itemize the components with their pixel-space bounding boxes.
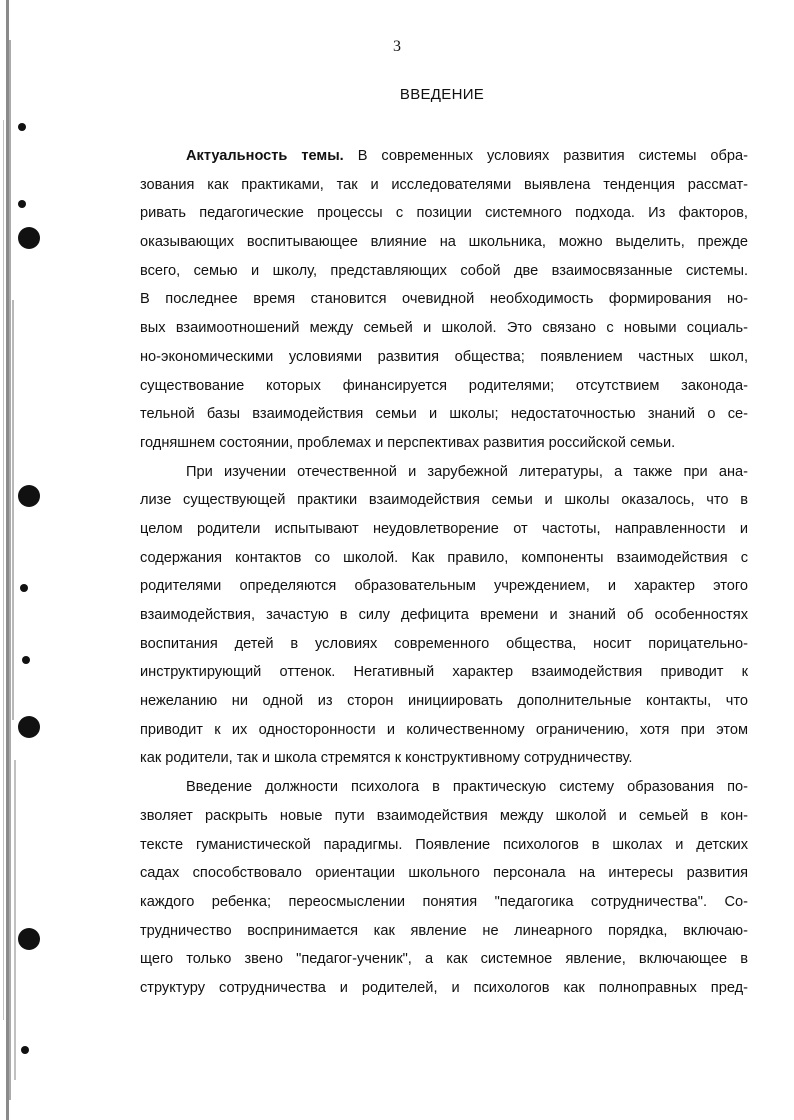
paragraph-1-line: существование которых финансируется родителями; отсутствием законода- xyxy=(140,377,748,394)
paragraph-1-line: но-экономическими условиями развития общества; появлением частных школ, xyxy=(140,348,748,365)
paragraph-3-line: садах способствовало ориентации школьного персонала на интересы развития xyxy=(140,865,748,882)
paragraph-2-line: целом родители испытывают неудовлетворение от частоты, направленности и xyxy=(140,520,748,537)
paragraph-3-line: тексте гуманистической парадигмы. Появление психологов в школах и детских xyxy=(140,836,748,853)
paragraph-2-line: воспитания детей в условиях современного общества, носит порицательно- xyxy=(140,635,748,652)
binding-hole-7 xyxy=(18,716,40,738)
paragraph-1-line: В последнее время становится очевидной необходимость формирования но- xyxy=(140,291,748,308)
binding-hole-1 xyxy=(18,123,26,131)
paragraph-1-line: годняшнем состоянии, проблемах и перспективах развития российской семьи. xyxy=(140,434,676,451)
paragraph-3-line: зволяет раскрыть новые пути взаимодействия между школой и семьей в кон- xyxy=(140,807,748,824)
page-number: 3 xyxy=(393,38,401,55)
paragraph-3-line: каждого ребенка; переосмыслении понятия "педагогика сотрудничества". Со- xyxy=(140,893,748,910)
binding-hole-3 xyxy=(18,227,40,249)
paragraph-2-line: взаимодействия, зачастую в силу дефицита времени и знаний об особенностях xyxy=(140,607,748,623)
paragraph-2-line: приводит к их односторонности и количественному ограничению, хотя при этом xyxy=(140,721,748,738)
paragraph-2-line: как родители, так и школа стремятся к конструктивному сотрудничеству. xyxy=(140,750,633,767)
paragraph-1-line: вых взаимоотношений между семьей и школой. Это связано с новыми социаль- xyxy=(140,320,748,337)
paragraph-2-line: родителями определяются образовательным учреждением, и характер этого xyxy=(140,578,748,595)
paragraph-2-line: При изучении отечественной и зарубежной литературы, а также при ана- xyxy=(186,463,748,480)
paragraph-2-line: содержания контактов со школой. Как правило, компоненты взаимодействия с xyxy=(140,549,748,566)
binding-hole-2 xyxy=(18,200,26,208)
paragraph-1-line-1: Актуальность темы. В современных условиях развития системы обра- xyxy=(186,148,748,164)
paragraph-1-line: зования как практиками, так и исследователями выявлена тенденция рассмат- xyxy=(140,176,748,193)
paragraph-1-lead: Актуальность темы. xyxy=(186,148,344,164)
binding-hole-4 xyxy=(18,485,40,507)
paragraph-1-line: ривать педагогические процессы с позиции системного подхода. Из факторов, xyxy=(140,205,748,222)
body-text xyxy=(140,142,748,1003)
binding-hole-6 xyxy=(22,656,30,664)
paragraph-1-line: оказывающих воспитывающее влияние на школьника, можно выделить, прежде xyxy=(140,234,748,251)
binding-hole-9 xyxy=(21,1046,29,1054)
binding-hole-5 xyxy=(20,584,28,592)
paragraph-2-line: лизе существующей практики взаимодействия семьи и школы оказалось, что в xyxy=(140,492,748,509)
paragraph-3-line: Введение должности психолога в практическую систему образования по- xyxy=(186,779,748,796)
scan-binding-edge xyxy=(0,0,40,1120)
binding-hole-8 xyxy=(18,928,40,950)
page-heading: ВВЕДЕНИЕ xyxy=(399,86,485,103)
paragraph-3-line: структуру сотрудничества и родителей, и психологов как полноправных пред- xyxy=(140,979,748,996)
paragraph-2-line: нежеланию ни одной из сторон инициировать дополнительные контакты, что xyxy=(140,693,748,710)
paragraph-1-line: всего, семью и школу, представляющих собой две взаимосвязанные системы. xyxy=(140,262,748,279)
paragraph-1-line: тельной базы взаимодействия семьи и школы; недостаточностью знаний о се- xyxy=(140,406,748,423)
paragraph-2-line: инструктирующий оттенок. Негативный характер взаимодействия приводит к xyxy=(140,664,748,681)
paragraph-3-line: щего только звено "педагог-ученик", а как системное явление, включающее в xyxy=(140,951,748,968)
paragraph-3-line: трудничество воспринимается как явление не линеарного порядка, включаю- xyxy=(140,922,748,939)
